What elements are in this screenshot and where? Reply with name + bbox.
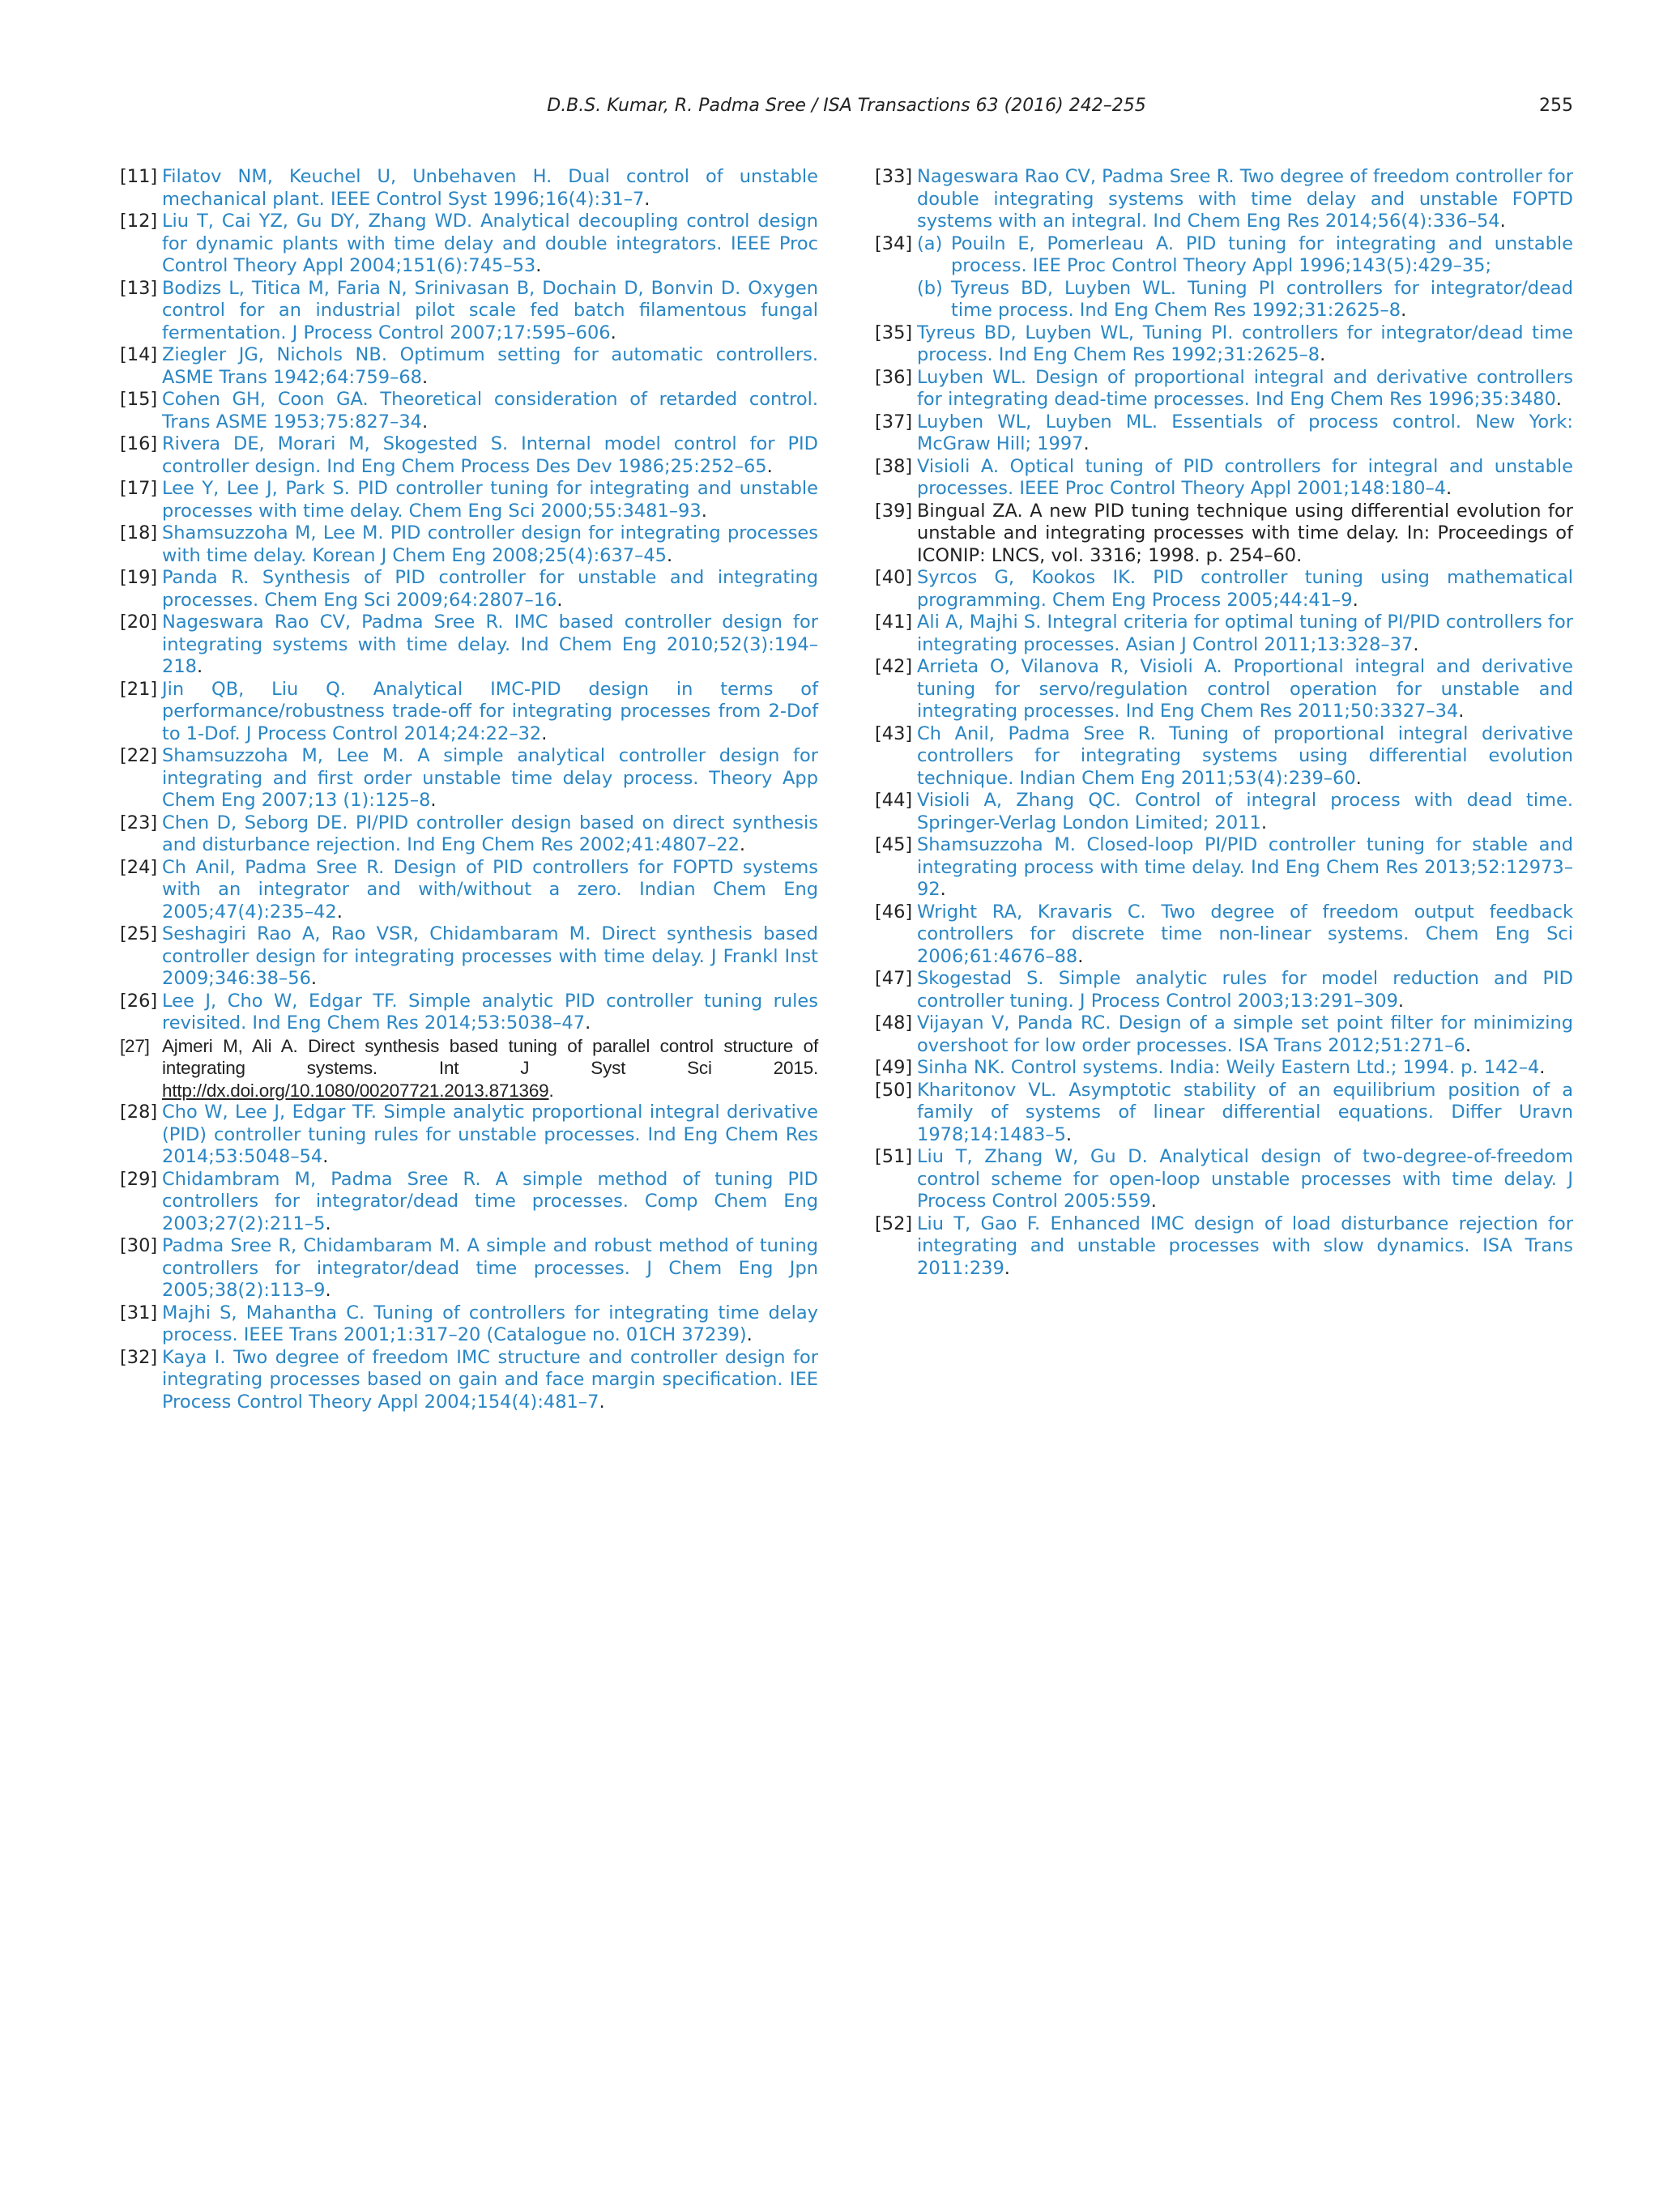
references-right-column [875, 166, 1573, 1280]
reference-number: [31] [120, 1302, 158, 1323]
reference-item: [16] Rivera DE, Morari M, Skogested S. Internal model control for PID controller design. Ind Eng Chem Process Des Dev 1986;25:252–65. [120, 433, 818, 477]
reference-link[interactable]: Kaya I. Two degree of freedom IMC structure and controller design for integrating processes based on gain and face margin specification. IEE Process Control Theory Appl 2004;154(4):481–7 [162, 1346, 818, 1413]
reference-item: [15] Cohen GH, Coon GA. Theoretical consideration of retarded control. Trans ASME 1953;75:827–34. [120, 389, 818, 433]
reference-item: [28] Cho W, Lee J, Edgar TF. Simple analytic proportional integral derivative (PID) controller tuning rules for unstable processes. Ind Eng Chem Res 2014;53:5048–54. [120, 1102, 818, 1167]
reference-item: [27] Ajmeri M, Ali A. Direct synthesis based tuning of parallel control structure of integrating systems. Int J Syst Sci 2015. http://dx.doi.org/10.1080/00207721.2013.871369. [120, 1035, 818, 1101]
reference-link[interactable]: Lee Y, Lee J, Park S. PID controller tuning for integrating and unstable processes with time delay. Chem Eng Sci 2000;55:3481–93 [162, 478, 818, 522]
reference-number: [19] [120, 567, 158, 588]
reference-number: [35] [875, 322, 913, 343]
reference-number: [12] [120, 211, 158, 232]
reference-number: [33] [875, 166, 913, 187]
reference-link[interactable]: Seshagiri Rao A, Rao VSR, Chidambaram M. Direct synthesis based controller design for integrating processes with time delay. J Frankl Inst 2009;346:38–56 [162, 923, 818, 989]
reference-item: [14] Ziegler JG, Nichols NB. Optimum setting for automatic controllers. ASME Trans 1942;64:759–68. [120, 344, 818, 388]
reference-link[interactable]: Cho W, Lee J, Edgar TF. Simple analytic proportional integral derivative (PID) controller tuning rules for unstable processes. Ind Eng Chem Res 2014;53:5048–54 [162, 1102, 818, 1167]
reference-item: [25] Seshagiri Rao A, Rao VSR, Chidambaram M. Direct synthesis based controller design for integrating processes with time delay. J Frankl Inst 2009;346:38–56. [120, 923, 818, 989]
reference-number: [37] [875, 411, 913, 433]
reference-link[interactable]: Shamsuzzoha M. Closed-loop PI/PID controller tuning for stable and integrating process with time delay. Ind Eng Chem Res 2013;52:12973–92 [917, 834, 1573, 900]
reference-number: [26] [120, 990, 158, 1012]
reference-item: [47] Skogestad S. Simple analytic rules for model reduction and PID controller tuning. J Process Control 2003;13:291–309. [875, 968, 1573, 1012]
reference-text[interactable]: Pouiln E, Pomerleau A. PID tuning for integrating and unstable process. IEE Proc Control Theory Appl 1996;143(5):429–35; [951, 232, 1573, 276]
reference-item: [18] Shamsuzzoha M, Lee M. PID controller design for integrating processes with time delay. Korean J Chem Eng 2008;25(4):637–45. [120, 522, 818, 566]
reference-link[interactable]: Rivera DE, Morari M, Skogested S. Internal model control for PID controller design. Ind Eng Chem Process Des Dev 1986;25:252–65 [162, 433, 818, 477]
reference-link[interactable]: Jin QB, Liu Q. Analytical IMC-PID design in terms of performance/robustness trade-off for integrating processes from 2-Dof to 1-Dof. J Process Control 2014;24:22–32 [162, 678, 818, 744]
reference-link[interactable]: Visioli A. Optical tuning of PID controllers for integral and unstable processes. IEEE Proc Control Theory Appl 2001;148:180–4 [917, 455, 1573, 499]
reference-link[interactable]: Skogestad S. Simple analytic rules for model reduction and PID controller tuning. J Process Control 2003;13:291–309 [917, 968, 1573, 1012]
reference-item: [23] Chen D, Seborg DE. PI/PID controller design based on direct synthesis and disturbance rejection. Ind Eng Chem Res 2002;41:4807–22. [120, 812, 818, 855]
reference-number: [30] [120, 1235, 158, 1256]
reference-item: [30] Padma Sree R, Chidambaram M. A simple and robust method of tuning controllers for integrator/dead time processes. J Chem Eng Jpn 2005;38(2):113–9. [120, 1235, 818, 1301]
reference-item: [50] Kharitonov VL. Asymptotic stability of an equilibrium position of a family of systems of linear differential equations. Differ Uravn 1978;14:1483–5. [875, 1079, 1573, 1145]
reference-text[interactable]: Tyreus BD, Luyben WL. Tuning PI controllers for integrator/dead time process. Ind Eng Chem Res 1992;31:2625–8 [951, 277, 1573, 321]
reference-item: [29] Chidambram M, Padma Sree R. A simple method of tuning PID controllers for integrator/dead time processes. Comp Chem Eng 2003;27(2):211–5. [120, 1168, 818, 1234]
reference-link[interactable]: Vijayan V, Panda RC. Design of a simple set point filter for minimizing overshoot for low order processes. ISA Trans 2012;51:271–6 [917, 1012, 1573, 1056]
reference-number: [22] [120, 745, 158, 766]
reference-number: [15] [120, 389, 158, 410]
reference-number: [46] [875, 901, 913, 923]
reference-item: [46] Wright RA, Kravaris C. Two degree of freedom output feedback controllers for discrete time non-linear systems. Chem Eng Sci 2006;61:4676–88. [875, 901, 1573, 967]
reference-link[interactable]: Liu T, Zhang W, Gu D. Analytical design of two-degree-of-freedom control scheme for open-loop unstable processes with time delay. J Process Control 2005:559 [917, 1146, 1573, 1212]
reference-number: [25] [120, 923, 158, 944]
reference-item: [36] Luyben WL. Design of proportional integral and derivative controllers for integrating dead-time processes. Ind Eng Chem Res 1996;35:3480. [875, 366, 1573, 410]
reference-item: [49] Sinha NK. Control systems. India: Weily Eastern Ltd.; 1994. p. 142–4. [875, 1057, 1546, 1078]
reference-item: [22] Shamsuzzoha M, Lee M. A simple analytical controller design for integrating and first order unstable time delay process. Theory App Chem Eng 2007;13 (1):125–8. [120, 745, 818, 811]
reference-link[interactable]: Shamsuzzoha M, Lee M. PID controller design for integrating processes with time delay. Korean J Chem Eng 2008;25(4):637–45 [162, 522, 818, 566]
reference-link[interactable]: Chen D, Seborg DE. PI/PID controller design based on direct synthesis and disturbance rejection. Ind Eng Chem Res 2002;41:4807–22 [162, 812, 818, 855]
reference-number: [49] [875, 1057, 913, 1078]
reference-item: [13] Bodizs L, Titica M, Faria N, Srinivasan B, Dochain D, Bonvin D. Oxygen control for an industrial pilot scale fed batch filamentous fungal fermentation. J Process Control 2007;17:595–606. [120, 277, 818, 343]
reference-number: [38] [875, 455, 913, 477]
reference-number: [40] [875, 567, 913, 588]
reference-number: [34] [875, 232, 913, 254]
reference-item: [37] Luyben WL, Luyben ML. Essentials of process control. New York: McGraw Hill; 1997. [875, 411, 1573, 454]
reference-number: [52] [875, 1213, 913, 1234]
reference-link[interactable]: Panda R. Synthesis of PID controller for unstable and integrating processes. Chem Eng Sci 2009;64:2807–16 [162, 567, 818, 611]
reference-number: [42] [875, 656, 913, 677]
reference-subitem [917, 233, 1573, 278]
reference-link[interactable]: Arrieta O, Vilanova R, Visioli A. Proportional integral and derivative tuning for servo/regulation control operation for unstable and integrating processes. Ind Eng Chem Res 2011;50:3327–34 [917, 656, 1573, 722]
reference-item: [44] Visioli A, Zhang QC. Control of integral process with dead time. Springer-Verlag London Limited; 2011. [875, 790, 1573, 833]
reference-number: [27] [120, 1035, 150, 1056]
reference-number: [36] [875, 366, 913, 388]
reference-number: [28] [120, 1102, 158, 1123]
reference-number: [11] [120, 166, 158, 187]
reference-number: [18] [120, 522, 158, 543]
reference-number: [13] [120, 277, 158, 299]
reference-item: [51] Liu T, Zhang W, Gu D. Analytical design of two-degree-of-freedom control scheme for open-loop unstable processes with time delay. J Process Control 2005:559. [875, 1146, 1573, 1212]
reference-link[interactable]: Sinha NK. Control systems. India: Weily Eastern Ltd.; 1994. p. 142–4 [917, 1057, 1540, 1078]
reference-number: [50] [875, 1079, 913, 1101]
reference-link[interactable]: Padma Sree R, Chidambaram M. A simple and robust method of tuning controllers for integrator/dead time processes. J Chem Eng Jpn 2005;38(2):113–9 [162, 1235, 818, 1301]
reference-number: [45] [875, 834, 913, 855]
reference-link[interactable]: Liu T, Cai YZ, Gu DY, Zhang WD. Analytical decoupling control design for dynamic plants with time delay and double integrators. IEEE Proc Control Theory Appl 2004;151(6):745–53 [162, 211, 818, 276]
page-header [120, 96, 1573, 128]
reference-subitem: (b) Tyreus BD, Luyben WL. Tuning PI controllers for integrator/dead time process. Ind Eng Chem Res 1992;31:2625–8. [917, 277, 1573, 321]
reference-link[interactable]: Nageswara Rao CV, Padma Sree R. Two degree of freedom controller for double integrating systems with time delay and unstable FOPTD systems with an integral. Ind Chem Eng Res 2014;56(4):336–54 [917, 166, 1573, 232]
reference-item: [21] Jin QB, Liu Q. Analytical IMC-PID design in terms of performance/robustness trade-off for integrating processes from 2-Dof to 1-Dof. J Process Control 2014;24:22–32. [120, 678, 818, 744]
page-number: 255 [1539, 96, 1573, 116]
references-left-column [120, 166, 818, 1413]
reference-number: [32] [120, 1346, 158, 1368]
reference-item: [20] Nageswara Rao CV, Padma Sree R. IMC based controller design for integrating systems with time delay. Ind Chem Eng 2010;52(3):194–218. [120, 612, 818, 677]
reference-link[interactable]: Lee J, Cho W, Edgar TF. Simple analytic PID controller tuning rules revisited. Ind Eng Chem Res 2014;53:5038–47 [162, 990, 818, 1034]
reference-item: [32] Kaya I. Two degree of freedom IMC structure and controller design for integrating processes based on gain and face margin specification. IEE Process Control Theory Appl 2004;154(4):481–7. [120, 1346, 818, 1413]
reference-link[interactable]: Ziegler JG, Nichols NB. Optimum setting for automatic controllers. ASME Trans 1942;64:759–68 [162, 344, 818, 388]
reference-item: [33] Nageswara Rao CV, Padma Sree R. Two degree of freedom controller for double integrating systems with time delay and unstable FOPTD systems with an integral. Ind Chem Eng Res 2014;56(4):336–54. [875, 166, 1573, 232]
reference-link[interactable]: Ch Anil, Padma Sree R. Tuning of proportional integral derivative controllers for integrating systems using differential evolution technique. Indian Chem Eng 2011;53(4):239–60 [917, 722, 1573, 789]
reference-link[interactable]: Ch Anil, Padma Sree R. Design of PID controllers for FOPTD systems with an integrator and with/without a zero. Indian Chem Eng 2005;47(4):235–42 [162, 856, 818, 923]
reference-number: [16] [120, 433, 158, 454]
reference-link[interactable]: Filatov NM, Keuchel U, Unbehaven H. Dual control of unstable mechanical plant. IEEE Control Syst 1996;16(4):31–7 [162, 166, 818, 210]
reference-link[interactable]: Wright RA, Kravaris C. Two degree of freedom output feedback controllers for discrete time non-linear systems. Chem Eng Sci 2006;61:4676–88 [917, 901, 1573, 967]
reference-item: [35] Tyreus BD, Luyben WL, Tuning PI. controllers for integrator/dead time process. Ind Eng Chem Res 1992;31:2625–8. [875, 322, 1573, 365]
reference-item: [17] Lee Y, Lee J, Park S. PID controller tuning for integrating and unstable processes with time delay. Chem Eng Sci 2000;55:3481–93. [120, 478, 818, 522]
subitem-tag: (b) [917, 277, 943, 299]
reference-item: [12] Liu T, Cai YZ, Gu DY, Zhang WD. Analytical decoupling control design for dynamic plants with time delay and double integrators. IEEE Proc Control Theory Appl 2004;151(6):745–53. [120, 211, 818, 276]
reference-link[interactable]: Majhi S, Mahantha C. Tuning of controllers for integrating time delay process. IEEE Trans 2001;1:317–20 (Catalogue no. 01CH 37239) [162, 1302, 818, 1345]
running-head: D.B.S. Kumar, R. Padma Sree / ISA Transactions 63 (2016) 242–255 [547, 96, 1146, 116]
reference-item: [11] Filatov NM, Keuchel U, Unbehaven H. Dual control of unstable mechanical plant. IEEE Control Syst 1996;16(4):31–7. [120, 166, 818, 210]
reference-link[interactable]: Cohen GH, Coon GA. Theoretical consideration of retarded control. Trans ASME 1953;75:827–34 [162, 389, 818, 433]
reference-number: [47] [875, 968, 913, 989]
reference-text: Bingual ZA. A new PID tuning technique using differential evolution for unstable and integrating processes with time delay. In: Proceedings of ICONIP: LNCS, vol. 3316; 1998. p. 254–60. [917, 500, 1573, 566]
reference-link[interactable]: Shamsuzzoha M, Lee M. A simple analytical controller design for integrating and first order unstable time delay process. Theory App Chem Eng 2007;13 (1):125–8 [162, 745, 818, 811]
reference-number: [41] [875, 612, 913, 633]
reference-item: [24] Ch Anil, Padma Sree R. Design of PID controllers for FOPTD systems with an integrator and with/without a zero. Indian Chem Eng 2005;47(4):235–42. [120, 856, 818, 923]
reference-item: [45] Shamsuzzoha M. Closed-loop PI/PID controller tuning for stable and integrating process with time delay. Ind Eng Chem Res 2013;52:12973–92. [875, 834, 1573, 900]
reference-number: [48] [875, 1012, 913, 1034]
reference-item: [41] Ali A, Majhi S. Integral criteria for optimal tuning of PI/PID controllers for integrating processes. Asian J Control 2011;13:328–37. [875, 612, 1573, 655]
reference-number: [44] [875, 790, 913, 811]
reference-number: [23] [120, 812, 158, 833]
reference-link[interactable]: Ali A, Majhi S. Integral criteria for optimal tuning of PI/PID controllers for integrating processes. Asian J Control 2011;13:328–37 [917, 612, 1573, 655]
doi-link[interactable]: http://dx.doi.org/10.1080/00207721.2013.871369 [162, 1080, 549, 1101]
reference-link[interactable]: Bodizs L, Titica M, Faria N, Srinivasan B, Dochain D, Bonvin D. Oxygen control for an industrial pilot scale fed batch filamentous fungal fermentation. J Process Control 2007;17:595–606 [162, 277, 818, 343]
reference-item: [40] Syrcos G, Kookos IK. PID controller tuning using mathematical programming. Chem Eng Process 2005;44:41–9. [875, 567, 1573, 611]
reference-item [875, 501, 1573, 568]
reference-number: [14] [120, 344, 158, 365]
reference-number: [43] [875, 722, 913, 744]
reference-link[interactable]: Syrcos G, Kookos IK. PID controller tuning using mathematical programming. Chem Eng Process 2005;44:41–9 [917, 567, 1573, 611]
reference-number: [29] [120, 1168, 158, 1190]
reference-item: [19] Panda R. Synthesis of PID controller for unstable and integrating processes. Chem Eng Sci 2009;64:2807–16. [120, 567, 818, 611]
reference-number: [17] [120, 478, 158, 499]
reference-number: [20] [120, 612, 158, 633]
reference-number: [24] [120, 856, 158, 878]
reference-link[interactable]: Nageswara Rao CV, Padma Sree R. IMC based controller design for integrating systems with time delay. Ind Chem Eng 2010;52(3):194–218 [162, 612, 818, 677]
reference-link[interactable]: Kharitonov VL. Asymptotic stability of an equilibrium position of a family of systems of linear differential equations. Differ Uravn 1978;14:1483–5 [917, 1079, 1573, 1145]
reference-item: [26] Lee J, Cho W, Edgar TF. Simple analytic PID controller tuning rules revisited. Ind Eng Chem Res 2014;53:5038–47. [120, 990, 818, 1034]
reference-item [875, 233, 1573, 322]
reference-link[interactable]: Visioli A, Zhang QC. Control of integral process with dead time. Springer-Verlag London Limited; 2011 [917, 790, 1573, 833]
reference-item: [48] Vijayan V, Panda RC. Design of a simple set point filter for minimizing overshoot for low order processes. ISA Trans 2012;51:271–6. [875, 1012, 1573, 1056]
reference-link[interactable]: Chidambram M, Padma Sree R. A simple method of tuning PID controllers for integrator/dead time processes. Comp Chem Eng 2003;27(2):211–5 [162, 1168, 818, 1234]
reference-text: Ajmeri M, Ali A. Direct synthesis based tuning of parallel control structure of integrating systems. Int J Syst Sci 2015. [162, 1035, 818, 1078]
reference-item: [43] Ch Anil, Padma Sree R. Tuning of proportional integral derivative controllers for integrating systems using differential evolution technique. Indian Chem Eng 2011;53(4):239–60. [875, 722, 1573, 789]
reference-link[interactable]: Liu T, Gao F. Enhanced IMC design of load disturbance rejection for integrating and unstable processes with slow dynamics. ISA Trans 2011:239 [917, 1213, 1573, 1279]
reference-number: [51] [875, 1146, 913, 1167]
reference-item: [31] Majhi S, Mahantha C. Tuning of controllers for integrating time delay process. IEEE Trans 2001;1:317–20 (Catalogue no. 01CH 37239). [120, 1302, 818, 1345]
reference-number: [39] [875, 500, 913, 522]
reference-number: [21] [120, 678, 158, 700]
reference-item: [42] Arrieta O, Vilanova R, Visioli A. Proportional integral and derivative tuning for servo/regulation control operation for unstable and integrating processes. Ind Eng Chem Res 2011;50:3327–34. [875, 656, 1573, 722]
reference-item: [52] Liu T, Gao F. Enhanced IMC design of load disturbance rejection for integrating and unstable processes with slow dynamics. ISA Trans 2011:239. [875, 1213, 1573, 1279]
subitem-tag: (a) [917, 232, 943, 254]
reference-link[interactable]: Luyben WL, Luyben ML. Essentials of process control. New York: McGraw Hill; 1997 [917, 411, 1573, 454]
reference-link[interactable]: Luyben WL. Design of proportional integral and derivative controllers for integrating dead-time processes. Ind Eng Chem Res 1996;35:3480 [917, 366, 1573, 410]
reference-item: [38] Visioli A. Optical tuning of PID controllers for integral and unstable processes. IEEE Proc Control Theory Appl 2001;148:180–4. [875, 455, 1573, 499]
reference-link[interactable]: Tyreus BD, Luyben WL, Tuning PI. controllers for integrator/dead time process. Ind Eng Chem Res 1992;31:2625–8 [917, 322, 1573, 365]
